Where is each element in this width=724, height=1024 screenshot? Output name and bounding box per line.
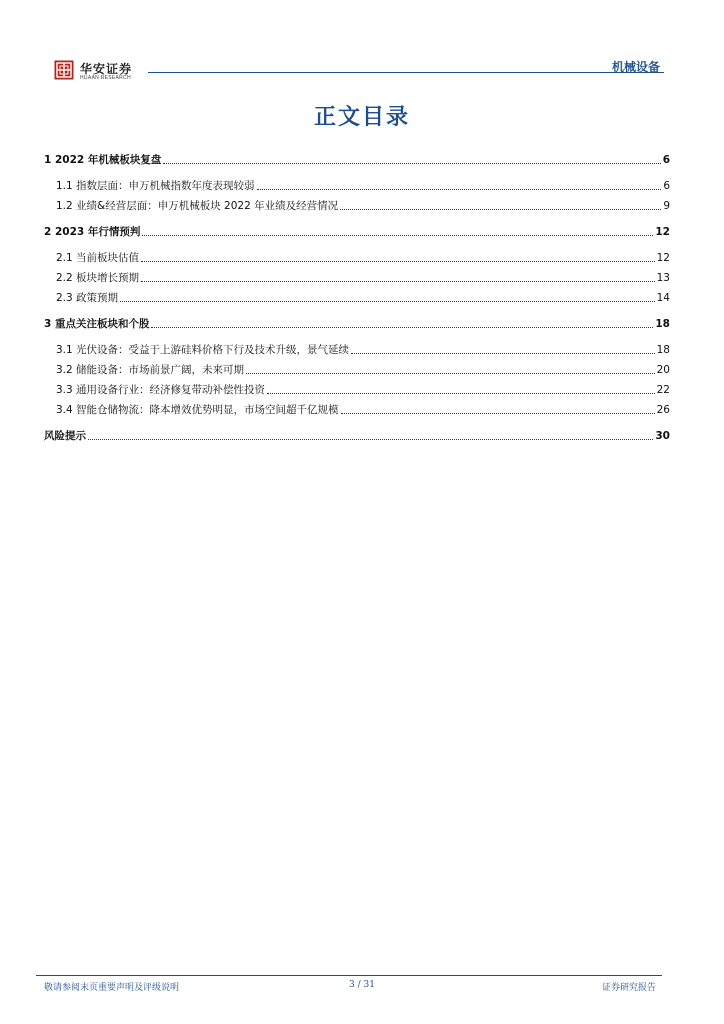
toc-entry-page: 20	[656, 364, 670, 376]
toc-entry-page: 13	[656, 272, 670, 284]
toc-entry-page: 6	[663, 180, 670, 192]
toc-leader-dots	[141, 261, 655, 262]
toc-entry[interactable]	[44, 292, 670, 305]
toc-leader-dots	[267, 393, 655, 394]
toc-entry[interactable]	[44, 430, 670, 443]
toc-entry[interactable]	[44, 200, 670, 213]
toc-entry-page: 6	[662, 154, 670, 166]
toc-entry[interactable]	[44, 364, 670, 377]
toc-entry-label: 1.1 指数层面：申万机械指数年度表现较弱	[56, 180, 255, 192]
toc-leader-dots	[88, 439, 653, 440]
toc-entry-page: 18	[655, 318, 670, 330]
sector-label: 机械设备	[611, 60, 660, 74]
toc-entry-label: 2.1 当前板块估值	[56, 252, 140, 264]
toc-leader-dots	[340, 209, 661, 210]
toc-entry-page: 14	[656, 292, 670, 304]
toc-leader-dots	[163, 163, 660, 164]
toc-entry-label: 2.2 板块增长预期	[56, 272, 140, 284]
toc-entry-label: 1 2022 年机械板块复盘	[44, 154, 162, 166]
toc-leader-dots	[246, 373, 655, 374]
footer-disclaimer: 敬请参阅末页重要声明及评级说明	[44, 983, 180, 993]
toc-entry[interactable]	[44, 344, 670, 357]
toc-entry[interactable]	[44, 180, 670, 193]
toc-entry-label: 3 重点关注板块和个股	[44, 318, 150, 330]
brand-name: 华安证券	[80, 62, 133, 76]
toc-entry-page: 30	[655, 430, 670, 442]
huaan-logo-icon	[54, 60, 74, 80]
report-type: 证券研究报告	[601, 983, 656, 993]
toc-entry-label: 3.1 光伏设备：受益于上游硅料价格下行及技术升级，景气延续	[56, 344, 350, 356]
toc-leader-dots	[151, 327, 653, 328]
page-number: 3 / 31	[349, 980, 375, 990]
toc-entry-page: 12	[656, 252, 670, 264]
toc-entry[interactable]	[44, 384, 670, 397]
toc-entry[interactable]	[44, 404, 670, 417]
toc-entry[interactable]	[44, 318, 670, 331]
toc-entry[interactable]	[44, 226, 670, 239]
toc-leader-dots	[351, 353, 655, 354]
toc-leader-dots	[341, 413, 655, 414]
toc-entry[interactable]	[44, 272, 670, 285]
toc-entry-page: 26	[656, 404, 670, 416]
toc-entry-label: 2.3 政策预期	[56, 292, 119, 304]
toc-leader-dots	[142, 235, 653, 236]
header-divider	[148, 72, 664, 73]
page-header	[0, 0, 724, 90]
toc-entry-label: 1.2 业绩&经营层面：申万机械板块 2022 年业绩及经营情况	[56, 200, 339, 212]
toc-leader-dots	[141, 281, 655, 282]
toc-entry-label: 2 2023 年行情预判	[44, 226, 141, 238]
page-title: 正文目录	[313, 105, 410, 130]
toc-entry-label: 风险提示	[44, 430, 86, 442]
toc-leader-dots	[257, 189, 662, 190]
footer-divider	[36, 975, 662, 976]
brand-name-en: HUAAN RESEARCH	[80, 75, 131, 81]
toc-entry-page: 22	[656, 384, 670, 396]
toc-entry[interactable]	[44, 154, 670, 167]
toc-entry-label: 3.2 储能设备：市场前景广阔，未来可期	[56, 364, 245, 376]
toc-entry-page: 18	[656, 344, 670, 356]
toc-entry[interactable]	[44, 252, 670, 265]
toc-entry-label: 3.3 通用设备行业：经济修复带动补偿性投资	[56, 384, 266, 396]
toc-entry-label: 3.4 智能仓储物流：降本增效优势明显，市场空间超千亿规模	[56, 404, 339, 416]
toc-leader-dots	[120, 301, 655, 302]
toc-entry-page: 9	[663, 200, 670, 212]
toc-entry-page: 12	[655, 226, 670, 238]
